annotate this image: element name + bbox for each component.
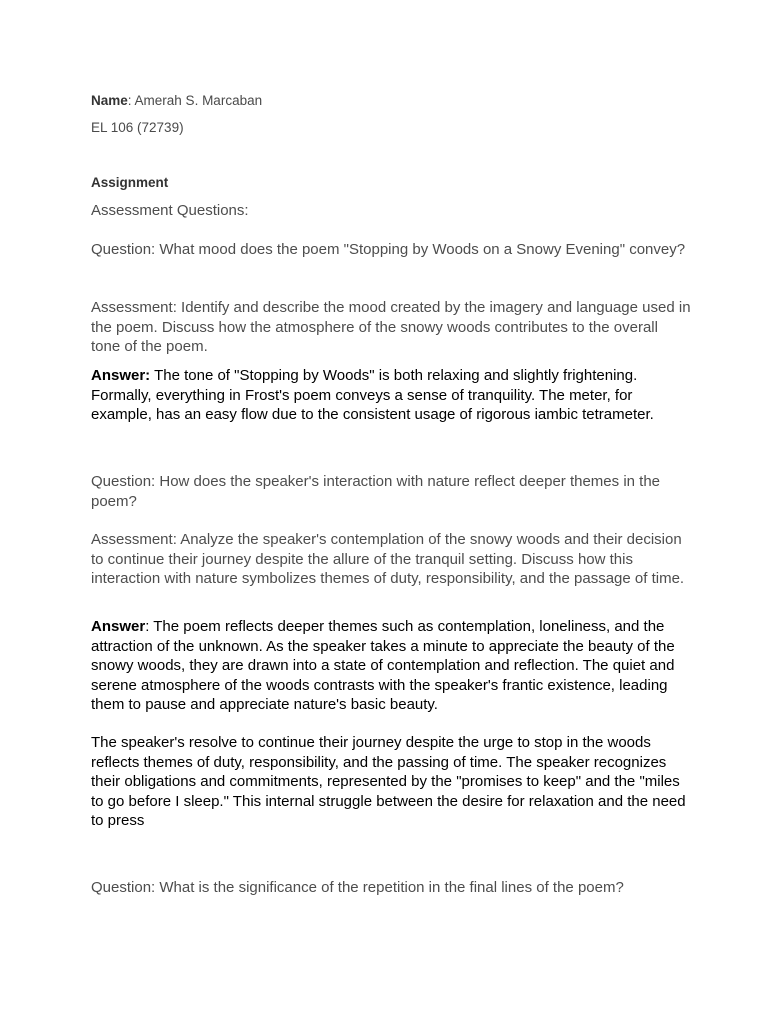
question-1-text: Question: What mood does the poem "Stopping by Woods on a Snowy Evening" convey? (91, 241, 686, 258)
answer-2-label: Answer (91, 618, 146, 635)
assessment-1-text: Assessment: Identify and describe the mood created by the imagery and language used in the poem. Discuss how the atmosphere of the snowy woods contributes to the overall tone of the poem. (91, 299, 691, 355)
answer-1-label: Answer: (91, 367, 151, 384)
assignment-heading: Assignment (91, 175, 169, 190)
answer-2-text (91, 617, 691, 715)
assessment-2-text: Assessment: Analyze the speaker's contemplation of the snowy woods and their decision to continue their journey despite the allure of the tranquil setting. Discuss how this interaction with nature symbolizes themes of duty, responsibility, and the passage of time. (91, 531, 685, 587)
assessment-questions-heading: Assessment Questions: (91, 202, 249, 219)
name-label: Name (91, 93, 128, 108)
course-code: EL 106 (72739) (91, 120, 184, 135)
student-name-line (91, 92, 262, 110)
name-value: : Amerah S. Marcaban (127, 93, 263, 108)
question-3-text: Question: What is the significance of the repetition in the final lines of the poem? (91, 879, 624, 896)
answer-2-paragraph-2: The speaker's resolve to continue their journey despite the urge to stop in the woods reflects themes of duty, responsibility, and the passing of time. The speaker recognizes their obligations and commitments, represented by the "promises to keep" and the "miles to go before I sleep." This internal struggle between the desire for relaxation and the need to press (91, 734, 686, 829)
question-2-text: Question: How does the speaker's interaction with nature reflect deeper themes in the poem? (91, 473, 661, 510)
answer-1-text (91, 366, 691, 425)
answer-1-body: The tone of "Stopping by Woods" is both relaxing and slightly frightening. Formally, everything in Frost's poem conveys a sense of tranquility. The meter, for example, has an easy flow due to the consistent usage of rigorous iambic tetrameter. (91, 367, 654, 423)
answer-2-body: : The poem reflects deeper themes such as contemplation, loneliness, and the attraction of the unknown. As the speaker takes a minute to appreciate the beauty of the snowy woods, they are drawn into a state of contemplation and reflection. The quiet and serene atmosphere of the woods contrasts with the speaker's frantic existence, leading them to pause and appreciate nature's basic beauty. (91, 618, 675, 713)
